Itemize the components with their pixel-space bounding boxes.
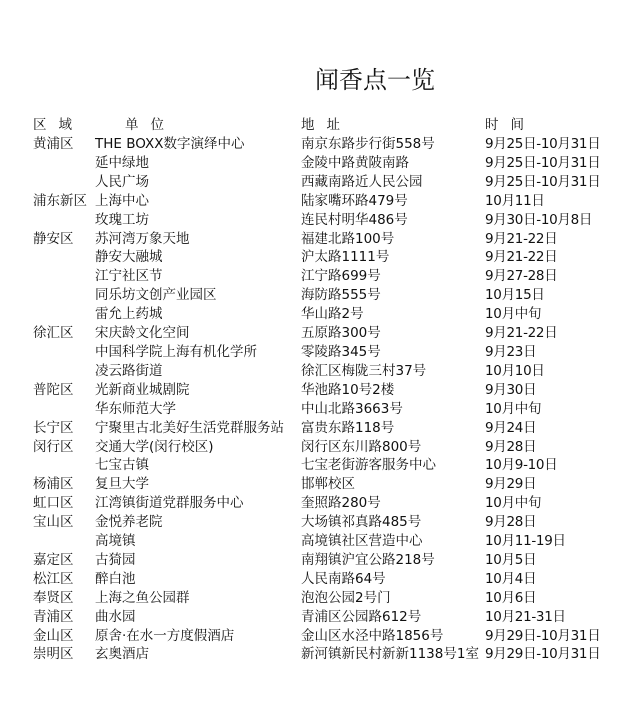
table-row xyxy=(33,438,613,457)
cell-unit: 上海中心 xyxy=(95,192,149,209)
cell-time: 10月21-31日 xyxy=(485,608,566,625)
table-row xyxy=(33,645,613,664)
table-body xyxy=(33,135,613,664)
cell-time: 9月25日-10月31日 xyxy=(485,154,601,171)
cell-address: 新河镇新民村新新1138号1室 xyxy=(301,646,479,663)
cell-time: 10月中旬 xyxy=(485,306,542,323)
table-row xyxy=(33,589,613,608)
cell-address: 江宁路699号 xyxy=(301,268,381,285)
cell-district xyxy=(33,305,95,324)
cell-time: 9月29日 xyxy=(485,476,537,493)
table-row xyxy=(33,343,613,362)
cell-district: 黄浦区 xyxy=(33,136,74,152)
cell-unit: 原舍·在水一方度假酒店 xyxy=(95,627,235,644)
cell-district: 奉贤区 xyxy=(33,589,74,606)
cell-address: 五原路300号 xyxy=(301,325,381,342)
cell-unit: 宁聚里古北美好生活党群服务站 xyxy=(95,419,284,436)
cell-address: 连民村明华486号 xyxy=(301,211,408,228)
table-row xyxy=(33,381,613,400)
cell-unit: 江湾镇街道党群服务中心 xyxy=(95,495,244,512)
cell-unit: 雷允上药城 xyxy=(95,306,163,323)
cell-time: 9月21-22日 xyxy=(485,325,558,342)
table-row xyxy=(33,154,613,173)
cell-district: 崇明区 xyxy=(33,646,74,663)
cell-district: 闵行区 xyxy=(33,438,74,455)
cell-district xyxy=(33,173,95,192)
cell-address: 南翔镇沪宜公路218号 xyxy=(301,551,435,568)
cell-district: 松江区 xyxy=(33,570,74,587)
cell-time: 10月6日 xyxy=(485,589,537,606)
table-row xyxy=(33,570,613,589)
cell-time: 9月27-28日 xyxy=(485,268,558,285)
cell-district xyxy=(33,456,95,475)
table-row xyxy=(33,362,613,381)
cell-time: 10月9-10日 xyxy=(485,457,558,474)
page-title: 闻香点一览 xyxy=(315,66,435,94)
cell-unit: 同乐坊文创产业园区 xyxy=(95,287,217,304)
table-row xyxy=(33,513,613,532)
cell-address: 富贵东路118号 xyxy=(301,419,395,436)
cell-time: 9月28日 xyxy=(485,514,537,531)
table-row xyxy=(33,494,613,513)
scent-points-table xyxy=(33,115,613,664)
table-row xyxy=(33,400,613,419)
cell-unit: 华东师范大学 xyxy=(95,400,176,417)
table-row xyxy=(33,230,613,249)
cell-district: 青浦区 xyxy=(33,608,74,625)
cell-time: 9月25日-10月31日 xyxy=(485,173,601,190)
table-row xyxy=(33,248,613,267)
cell-unit: 江宁社区节 xyxy=(95,268,163,285)
cell-address: 华山路2号 xyxy=(301,306,364,323)
cell-district: 嘉定区 xyxy=(33,551,74,568)
cell-unit: 上海之鱼公园群 xyxy=(95,589,190,606)
cell-time: 9月24日 xyxy=(485,419,537,436)
cell-district: 静安区 xyxy=(33,230,74,247)
header-address: 地址 xyxy=(301,116,352,133)
cell-district: 浦东新区 xyxy=(33,192,87,209)
cell-district: 金山区 xyxy=(33,627,74,644)
table-row xyxy=(33,135,613,154)
cell-time: 10月4日 xyxy=(485,570,537,587)
cell-address: 奎照路280号 xyxy=(301,495,381,512)
cell-address: 华池路10号2楼 xyxy=(301,381,395,398)
cell-unit: 交通大学(闵行校区) xyxy=(95,438,214,455)
table-row xyxy=(33,192,613,211)
cell-address: 徐汇区梅陇三村37号 xyxy=(301,362,427,379)
table-row xyxy=(33,305,613,324)
cell-unit: 金悦养老院 xyxy=(95,514,163,531)
cell-unit: 光新商业城剧院 xyxy=(95,381,190,398)
cell-unit: 中国科学院上海有机化学所 xyxy=(95,343,257,360)
cell-time: 10月10日 xyxy=(485,362,545,379)
cell-address: 金山区水泾中路1856号 xyxy=(301,627,444,644)
table-row xyxy=(33,551,613,570)
cell-district: 长宁区 xyxy=(33,419,74,436)
cell-district: 虹口区 xyxy=(33,495,74,512)
table-row xyxy=(33,608,613,627)
table-row xyxy=(33,627,613,646)
cell-time: 10月15日 xyxy=(485,287,545,304)
cell-district xyxy=(33,532,95,551)
cell-address: 南京东路步行街558号 xyxy=(301,136,435,152)
cell-address: 陆家嘴环路479号 xyxy=(301,192,408,209)
table-row xyxy=(33,456,613,475)
cell-time: 9月30日-10月8日 xyxy=(485,211,593,228)
cell-time: 10月5日 xyxy=(485,551,537,568)
cell-address: 西藏南路近人民公园 xyxy=(301,173,423,190)
table-row xyxy=(33,267,613,286)
table-row xyxy=(33,324,613,343)
cell-address: 邯郸校区 xyxy=(301,476,355,493)
table-row xyxy=(33,173,613,192)
cell-district xyxy=(33,362,95,381)
cell-unit: 复旦大学 xyxy=(95,476,149,493)
cell-address: 中山北路3663号 xyxy=(301,400,403,417)
cell-time: 10月11-19日 xyxy=(485,533,566,550)
cell-address: 七宝老街游客服务中心 xyxy=(301,457,436,474)
cell-district xyxy=(33,267,95,286)
cell-district xyxy=(33,154,95,173)
cell-unit: 延中绿地 xyxy=(95,154,149,171)
cell-time: 10月中旬 xyxy=(485,495,542,512)
cell-district: 宝山区 xyxy=(33,514,74,531)
cell-district xyxy=(33,211,95,230)
cell-time: 9月29日-10月31日 xyxy=(485,627,601,644)
cell-district xyxy=(33,248,95,267)
cell-time: 10月11日 xyxy=(485,192,545,209)
header-time: 时间 xyxy=(485,116,536,133)
cell-unit: 高境镇 xyxy=(95,533,136,550)
cell-district: 杨浦区 xyxy=(33,476,74,493)
cell-time: 10月中旬 xyxy=(485,400,542,417)
cell-unit: 人民广场 xyxy=(95,173,149,190)
cell-address: 青浦区公园路612号 xyxy=(301,608,422,625)
table-row xyxy=(33,532,613,551)
cell-district xyxy=(33,343,95,362)
table-row xyxy=(33,475,613,494)
cell-unit: 静安大融城 xyxy=(95,249,163,266)
cell-time: 9月21-22日 xyxy=(485,230,558,247)
header-unit: 单位 xyxy=(125,116,176,133)
cell-address: 福建北路100号 xyxy=(301,230,395,247)
cell-unit: THE BOXX数字演绎中心 xyxy=(95,136,245,152)
cell-time: 9月29日-10月31日 xyxy=(485,646,601,663)
cell-unit: 凌云路街道 xyxy=(95,362,163,379)
cell-address: 泡泡公园2号门 xyxy=(301,589,391,606)
cell-unit: 七宝古镇 xyxy=(95,457,149,474)
cell-time: 9月21-22日 xyxy=(485,249,558,266)
cell-district: 徐汇区 xyxy=(33,325,74,342)
cell-unit: 古猗园 xyxy=(95,551,136,568)
table-row xyxy=(33,211,613,230)
table-row xyxy=(33,286,613,305)
cell-address: 海防路555号 xyxy=(301,287,381,304)
cell-unit: 玫瑰工坊 xyxy=(95,211,149,228)
cell-time: 9月30日 xyxy=(485,381,537,398)
cell-address: 大场镇祁真路485号 xyxy=(301,514,422,531)
table-row xyxy=(33,419,613,438)
cell-time: 9月23日 xyxy=(485,343,537,360)
cell-address: 人民南路64号 xyxy=(301,570,386,587)
cell-unit: 醉白池 xyxy=(95,570,136,587)
cell-unit: 宋庆龄文化空间 xyxy=(95,325,190,342)
cell-district xyxy=(33,286,95,305)
cell-unit: 苏河湾万象天地 xyxy=(95,230,190,247)
cell-district: 普陀区 xyxy=(33,381,74,398)
cell-unit: 曲水园 xyxy=(95,608,136,625)
cell-address: 零陵路345号 xyxy=(301,343,381,360)
cell-time: 9月28日 xyxy=(485,438,537,455)
cell-address: 闵行区东川路800号 xyxy=(301,438,422,455)
table-header-row xyxy=(33,115,613,135)
cell-district xyxy=(33,400,95,419)
cell-address: 金陵中路黄陂南路 xyxy=(301,154,409,171)
header-district: 区域 xyxy=(33,116,84,133)
cell-address: 高境镇社区营造中心 xyxy=(301,533,423,550)
cell-address: 沪太路1111号 xyxy=(301,249,390,266)
cell-unit: 玄奥酒店 xyxy=(95,646,149,663)
cell-time: 9月25日-10月31日 xyxy=(485,136,601,152)
